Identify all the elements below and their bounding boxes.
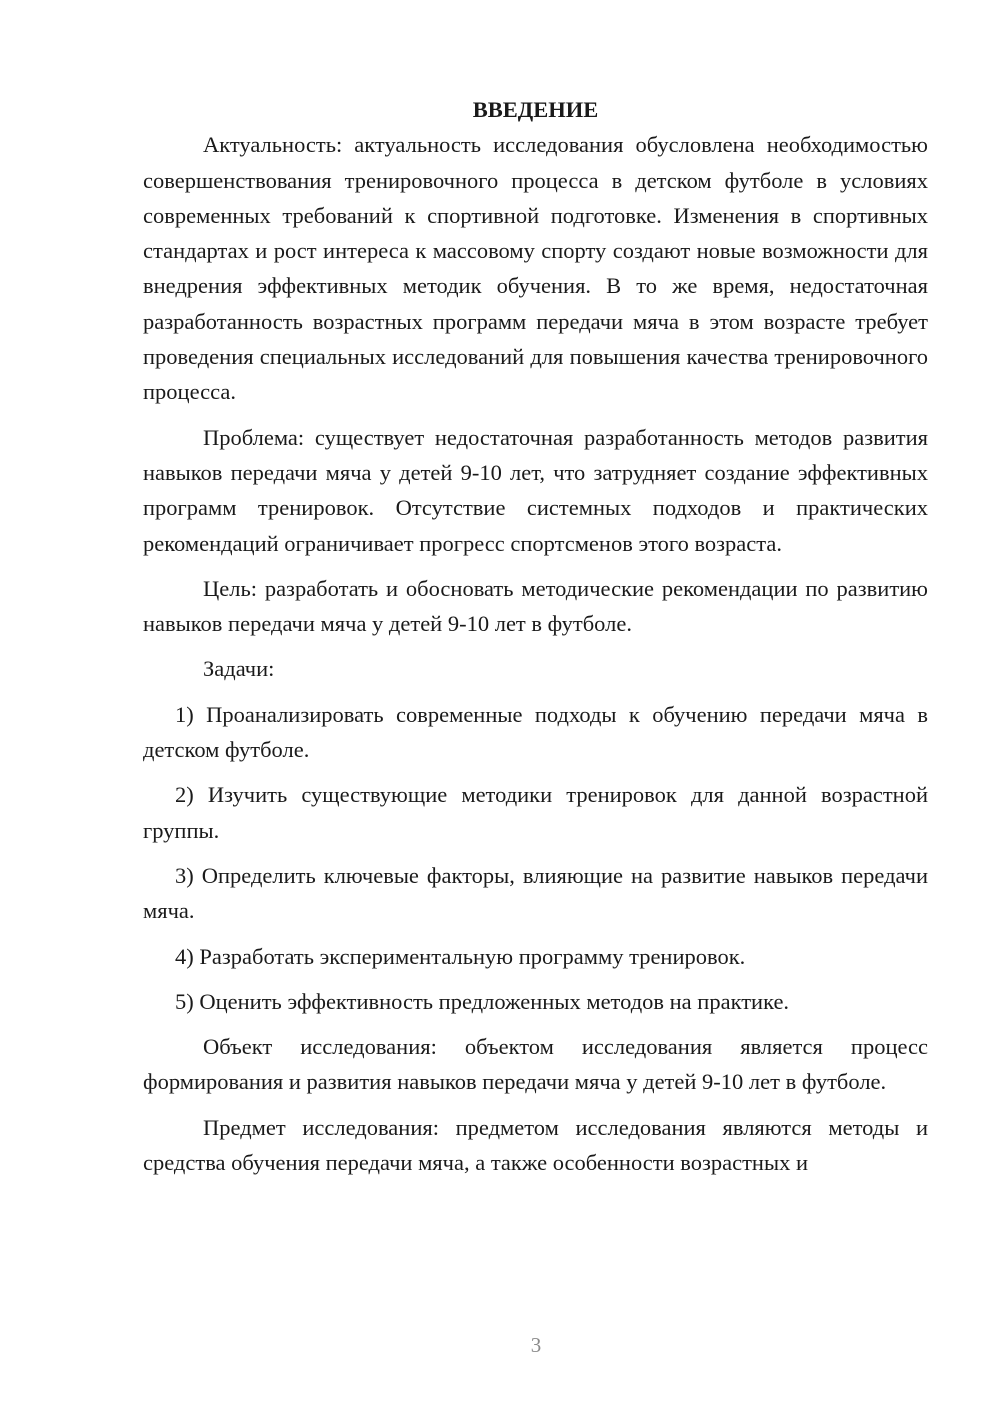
page-number: 3 [530, 1333, 542, 1357]
tasks-heading: Задачи: [203, 656, 275, 682]
section-title: ВВЕДЕНИЕ [472, 97, 599, 122]
goal-paragraph: Цель: разработать и обосновать методические рекомендации по развитию навыков передачи мяча у детей 9-10 лет в футболе. [143, 575, 928, 637]
page-content [143, 92, 928, 1180]
relevance-paragraph: Актуальность: актуальность исследования обусловлена необходимостью совершенствования тренировочного процесса в детском футболе в условиях современных требований к спортивной подготовке. Изменения в спортивных стандартах и рост интереса к массовому спорту создают новые возможности для внедрения эффективных методик обучения. В то же время, недостаточная разработанность возрастных программ передачи мяча в этом возрасте требует проведения специальных исследований для повышения качества тренировочного процесса. [143, 132, 928, 405]
object-paragraph: Объект исследования: объектом исследования является процесс формирования и развития навыков передачи мяча у детей 9-10 лет в футболе. [143, 1034, 928, 1095]
task-item: 5) Оценить эффективность предложенных методов на практике. [175, 988, 790, 1014]
task-item: 1) Проанализировать современные подходы к обучению передачи мяча в детском футболе. [143, 701, 928, 763]
task-item: 3) Определить ключевые факторы, влияющие на развитие навыков передачи мяча. [143, 862, 928, 924]
subject-paragraph: Предмет исследования: предметом исследования являются методы и средства обучения передачи мяча, а также особенности возрастных и [143, 1114, 928, 1176]
task-item: 2) Изучить существующие методики тренировок для данной возрастной группы. [143, 782, 928, 843]
problem-paragraph: Проблема: существует недостаточная разработанность методов развития навыков передачи мяча у детей 9-10 лет, что затрудняет создание эффективных программ тренировок. Отсутствие системных подходов и практических рекомендаций ограничивает прогресс спортсменов этого возраста. [143, 424, 928, 556]
task-item: 4) Разработать экспериментальную программу тренировок. [175, 943, 746, 969]
